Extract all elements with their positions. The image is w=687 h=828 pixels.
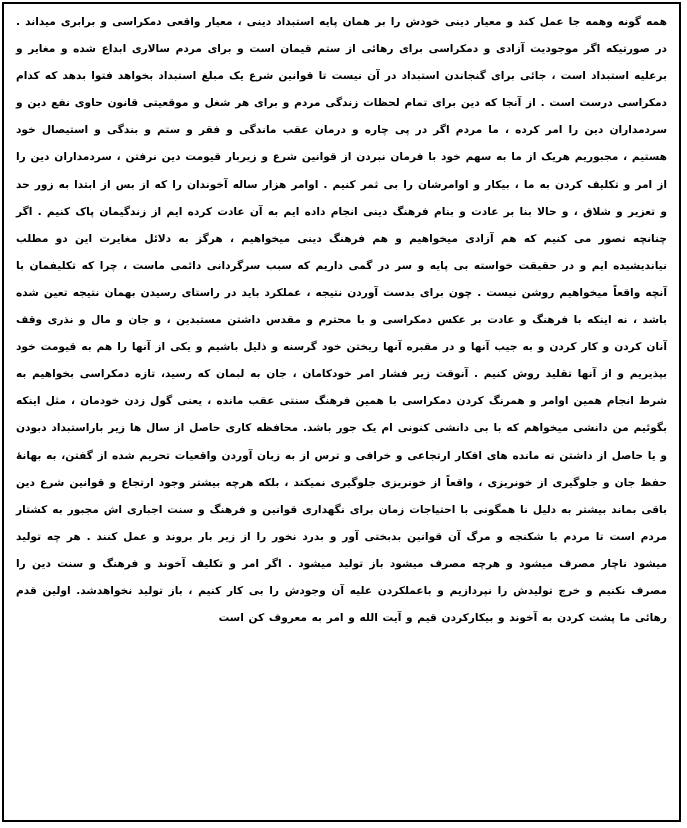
body-paragraph: همه گونه وهمه جا عمل کند و معیار دینی خودش را بر همان پایه استبداد دینی ، معیار واقعی دمکراسی و برابری میداند . در صورتیکه اگر موجودیت آزادی و دمکراسی برای رهائی از ستم قیمان است و برای مردم سالاری ابداع شده و مغایر و برعلیه استبداد است ، جائی برای گنجاندن استبداد در آن نیست تا قوانین شرع یک مبلغ استبداد بخواهد فتوا بدهد که کدام دمکراسی درست است . از آنجا که دین برای تمام لحظات زندگی مردم و برای هر شغل و موقعیتی قانون حاوی نفع دین و سردمداران دین را امر کرده ، ما مردم اگر در پی چاره و درمان عقب ماندگی و فقر و ستم و بندگی و استیصال خود هستیم ، مجبوریم هریک از ما به سهم خود با فرمان نبردن از قوانین شرع و زیربار قیومت دین نرفتن ، سردمداران دین را از امر و تکلیف کردن به ما ، بیکار و اوامرشان را بی ثمر کنیم . اوامر هزار ساله آخوندان را که از بس از ابتدا به زور حد و تعزیر و شلاق ، و حالا بنا بر عادت و بنام فرهنگ دینی انجام داده ایم به آن عادت کرده ایم از زندگیمان پاک کنیم . اگر چنانچه تصور می کنیم که هم آزادی میخواهیم و هم فرهنگ دینی میخواهیم ، هرگز به دلائل مغایرت این دو مطلب نیاندیشیده ایم و در حقیقت خواسته بی پایه و سر در گمی داریم که سبب سرگردانی دائمی ماست ، چرا که تکلیفمان با آنچه واقعاً میخواهیم روشن نیست . چون برای بدست آوردن نتیجه ، عملکرد باید در راستای رسیدن بهمان نتیجه تعین شده باشد ، نه اینکه با فرهنگ و عادت بر عکس دمکراسی و با محترم و مقدس داشتن مستبدین ، و جان و مال و نذری وقف آنان کردن و کار کردن و به جیب آنها و در مقبره آنها ریختن خود گرسنه و ذلیل باشیم و یکی از آنها را هم به قیومت خود بپذیریم و از آنها تقلید روش کنیم . آنوقت زیر فشار امر خودکامان ، جان به لبمان که رسید، تازه دمکراسی بخواهیم به شرط انجام همین اوامر و همرنگ کردن دمکراسی با همین فرهنگ سنتی عقب مانده ، یعنی گول زدن خودمان ، مثل اینکه بگوئیم من دانشی میخواهم که با بی دانشی کنونی ام یک جور باشد. محافظه کاری حاصل از سال ها زیر باراستبداد دبودن و یا حاصل از داشتن ته مانده های افکار ارتجاعی و خرافی و ترس از به زبان آوردن واقعیات تحریم شده از گفتن، به بهانهٔ حفظ جان و جلوگیری از خونریزی ، واقعاً از خونریزی جلوگیری نمیکند ، بلکه هرچه بیشتر وجود ارتجاع و قوانین شرع دین باقی بماند بیشتر به دلیل نا همگونی با احتیاجات زمان برای نگهداری قوانین و فرهنگ و سنت اجباری اش مجبور به کشتار مردم است تا مردم با شکنجه و مرگ آن قوانین بدبختی آور و بدرد نخور را از زیر بار بروند و عمل کنند . هر چه تولید میشود ناچار مصرف میشود و هرچه مصرف میشود باز تولید میشود . اگر امر و تکلیف آخوند و فرهنگ و سنت دین را مصرف نکنیم و خرج تولیدش را نپردازیم و باعملکردن علیه آن وجودش را بی کار کنیم ، باز تولید نخواهدشد. اولین قدم رهائی ما پشت کردن به آخوند و بیکارکردن قیم و آیت الله و امر به معروف کن است	[16, 16, 667, 625]
document-page	[2, 2, 681, 822]
